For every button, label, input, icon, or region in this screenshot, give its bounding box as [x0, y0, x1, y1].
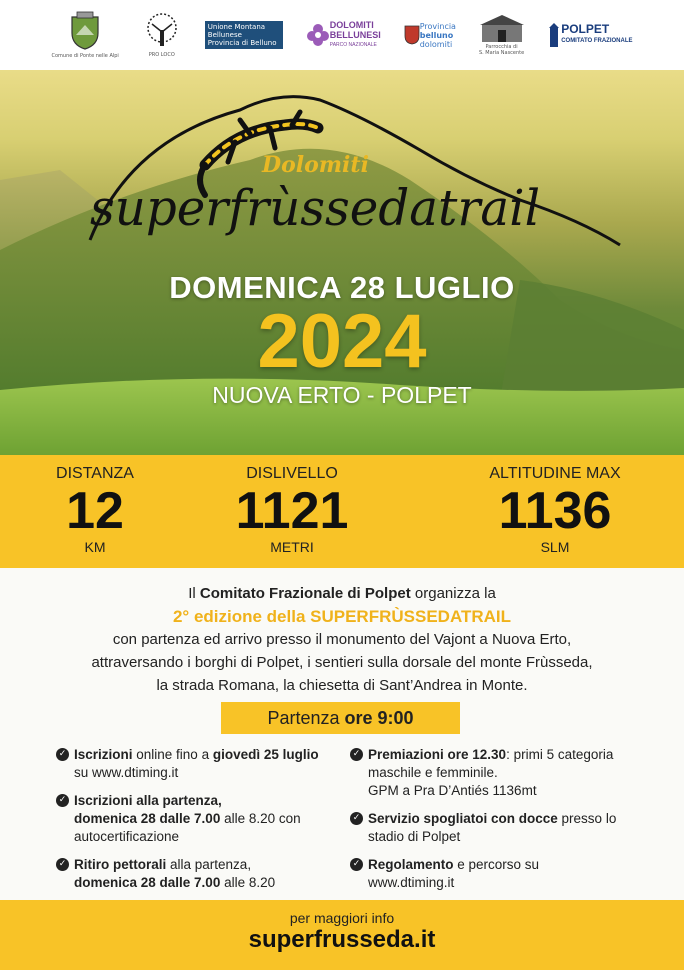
bell-tower-icon	[547, 23, 561, 47]
stat-elevation-unit: METRI	[270, 539, 314, 555]
logo-dolomiti-line2: BELLUNESI	[329, 30, 381, 40]
logo-polpet	[547, 7, 632, 63]
logo-polpet-text	[561, 23, 632, 47]
coat-of-arms-icon	[68, 11, 102, 51]
stat-elevation-label: DISLIVELLO	[246, 465, 338, 482]
trail-logo-top: Dolomiti	[262, 152, 369, 178]
item-text: online fino a	[132, 747, 213, 762]
stat-distance	[40, 455, 150, 568]
logo-unione-line3: Provincia di Belluno	[207, 39, 277, 47]
logo-comune	[51, 7, 118, 63]
logo-provincia-line3: dolomiti	[419, 39, 453, 49]
item-bold: domenica 28 dalle 7.00	[74, 875, 221, 890]
item-bold: Iscrizioni	[74, 747, 133, 762]
check-circle-icon: ✓	[56, 748, 69, 761]
item-text: : primi 5 categoria	[506, 747, 614, 762]
list-item	[350, 746, 650, 800]
check-circle-icon: ✓	[56, 794, 69, 807]
stat-distance-value: 12	[66, 482, 124, 540]
logo-provincia	[404, 7, 456, 63]
logo-parrocchia-line1: Parrocchia di	[485, 44, 518, 50]
item-text: alle 8.20	[220, 875, 276, 890]
hero-banner	[0, 70, 684, 455]
logo-dolomiti-box	[306, 20, 381, 50]
start-time-badge	[221, 702, 460, 734]
logo-dolomiti-text	[330, 20, 381, 50]
info-section	[0, 568, 684, 900]
event-year: 2024	[257, 299, 427, 384]
flower-icon	[306, 23, 330, 47]
logo-comune-caption: Comune di Ponte nelle Alpi	[51, 53, 119, 59]
sponsor-logo-bar	[0, 0, 684, 70]
item-bold: giovedì 25 luglio	[212, 747, 319, 762]
footer-bar	[0, 900, 684, 970]
info-column-right	[350, 746, 650, 902]
intro-line-5: la strada Romana, la chiesetta di Sant’Andrea in Monte.	[156, 677, 528, 694]
info-column-left	[56, 746, 336, 902]
logo-polpet-line1: POLPET	[561, 22, 610, 36]
logo-parrocchia-line2: S. Maria Nascente	[478, 50, 525, 56]
event-place: NUOVA ERTO - POLPET	[212, 382, 472, 408]
start-label: Partenza	[267, 708, 345, 728]
logo-unione-box	[205, 21, 283, 49]
trail-logo-main: superfrùssedatrail	[90, 179, 540, 237]
tree-icon	[142, 12, 182, 50]
list-item	[350, 810, 650, 846]
stat-distance-label: DISTANZA	[56, 465, 134, 482]
item-text: stadio di Polpet	[368, 829, 461, 844]
item-bold: Ritiro pettorali	[74, 857, 167, 872]
logo-polpet-box	[547, 23, 632, 47]
logo-unione-line2: Bellunese	[207, 31, 242, 39]
logo-proloco	[142, 7, 182, 63]
logo-provincia-box	[404, 22, 456, 49]
logo-parrocchia	[479, 7, 524, 63]
start-time: ore 9:00	[344, 708, 414, 728]
list-item	[56, 792, 336, 846]
logo-dolomiti-sub: PARCO NAZIONALE	[329, 42, 377, 48]
item-text: alle 8.20 con	[220, 811, 301, 826]
stats-bar	[0, 455, 684, 568]
stat-elevation-value: 1121	[235, 482, 349, 540]
intro-line-4: attraversando i borghi di Polpet, i sentieri sulla dorsale del monte Frùsseda,	[91, 654, 593, 671]
event-date: DOMENICA 28 LUGLIO	[169, 270, 515, 305]
stat-altitude-value: 1136	[498, 482, 612, 540]
stat-altitude	[470, 455, 640, 568]
website-link[interactable]: superfrusseda.it	[248, 926, 436, 953]
stat-altitude-unit: SLM	[540, 539, 570, 555]
logo-proloco-caption: PRO LOCO	[148, 52, 175, 58]
item-text: presso lo	[557, 811, 617, 826]
item-text: alla partenza,	[166, 857, 252, 872]
intro-line-3: con partenza ed arrivo presso il monumento del Vajont a Nuova Erto,	[112, 631, 572, 648]
item-bold: Regolamento	[368, 857, 454, 872]
check-circle-icon: ✓	[350, 748, 363, 761]
logo-provincia-line1: Provincia	[419, 21, 456, 31]
stat-distance-unit: KM	[84, 539, 106, 555]
edition-title: 2° edizione della SUPERFRÙSSEDATRAIL	[172, 607, 512, 626]
item-bold: Iscrizioni alla partenza,	[74, 793, 222, 808]
item-text: www.dtiming.it	[368, 875, 455, 890]
item-bold: Servizio spogliatoi con docce	[368, 811, 558, 826]
footer-info-label: per maggiori info	[289, 910, 395, 926]
logo-provincia-text	[420, 22, 456, 49]
list-item	[56, 856, 336, 892]
logo-provincia-line2: belluno	[419, 30, 454, 40]
church-icon	[480, 14, 524, 42]
list-item	[56, 746, 336, 782]
item-text: e percorso su	[453, 857, 540, 872]
item-bold: domenica 28 dalle 7.00	[74, 811, 221, 826]
item-text: maschile e femminile.	[368, 765, 498, 780]
intro-paragraph	[0, 582, 684, 697]
logo-unione-line1: Unione Montana	[207, 23, 266, 31]
item-bold: Premiazioni ore 12.30	[368, 747, 507, 762]
check-circle-icon: ✓	[350, 812, 363, 825]
logo-dolomiti-bellunesi	[306, 7, 381, 63]
item-text: autocertificazione	[74, 829, 180, 844]
check-circle-icon: ✓	[350, 858, 363, 871]
logo-polpet-line2: COMITATO FRAZIONALE	[561, 38, 633, 44]
logo-unione-montana	[205, 7, 283, 63]
item-text: su www.dtiming.it	[74, 765, 179, 780]
intro-text: organizza la	[410, 585, 496, 602]
shield-icon	[404, 25, 420, 45]
logo-dolomiti-line1: DOLOMITI	[329, 20, 374, 30]
stat-elevation	[212, 455, 372, 568]
stat-altitude-label: ALTITUDINE MAX	[489, 465, 621, 482]
organizer-name: Comitato Frazionale di Polpet	[199, 585, 411, 602]
item-text: GPM a Pra D’Antiés 1136mt	[368, 783, 537, 798]
intro-line-1	[0, 582, 684, 605]
intro-text: Il	[188, 585, 200, 602]
list-item	[350, 856, 650, 892]
check-circle-icon: ✓	[56, 858, 69, 871]
